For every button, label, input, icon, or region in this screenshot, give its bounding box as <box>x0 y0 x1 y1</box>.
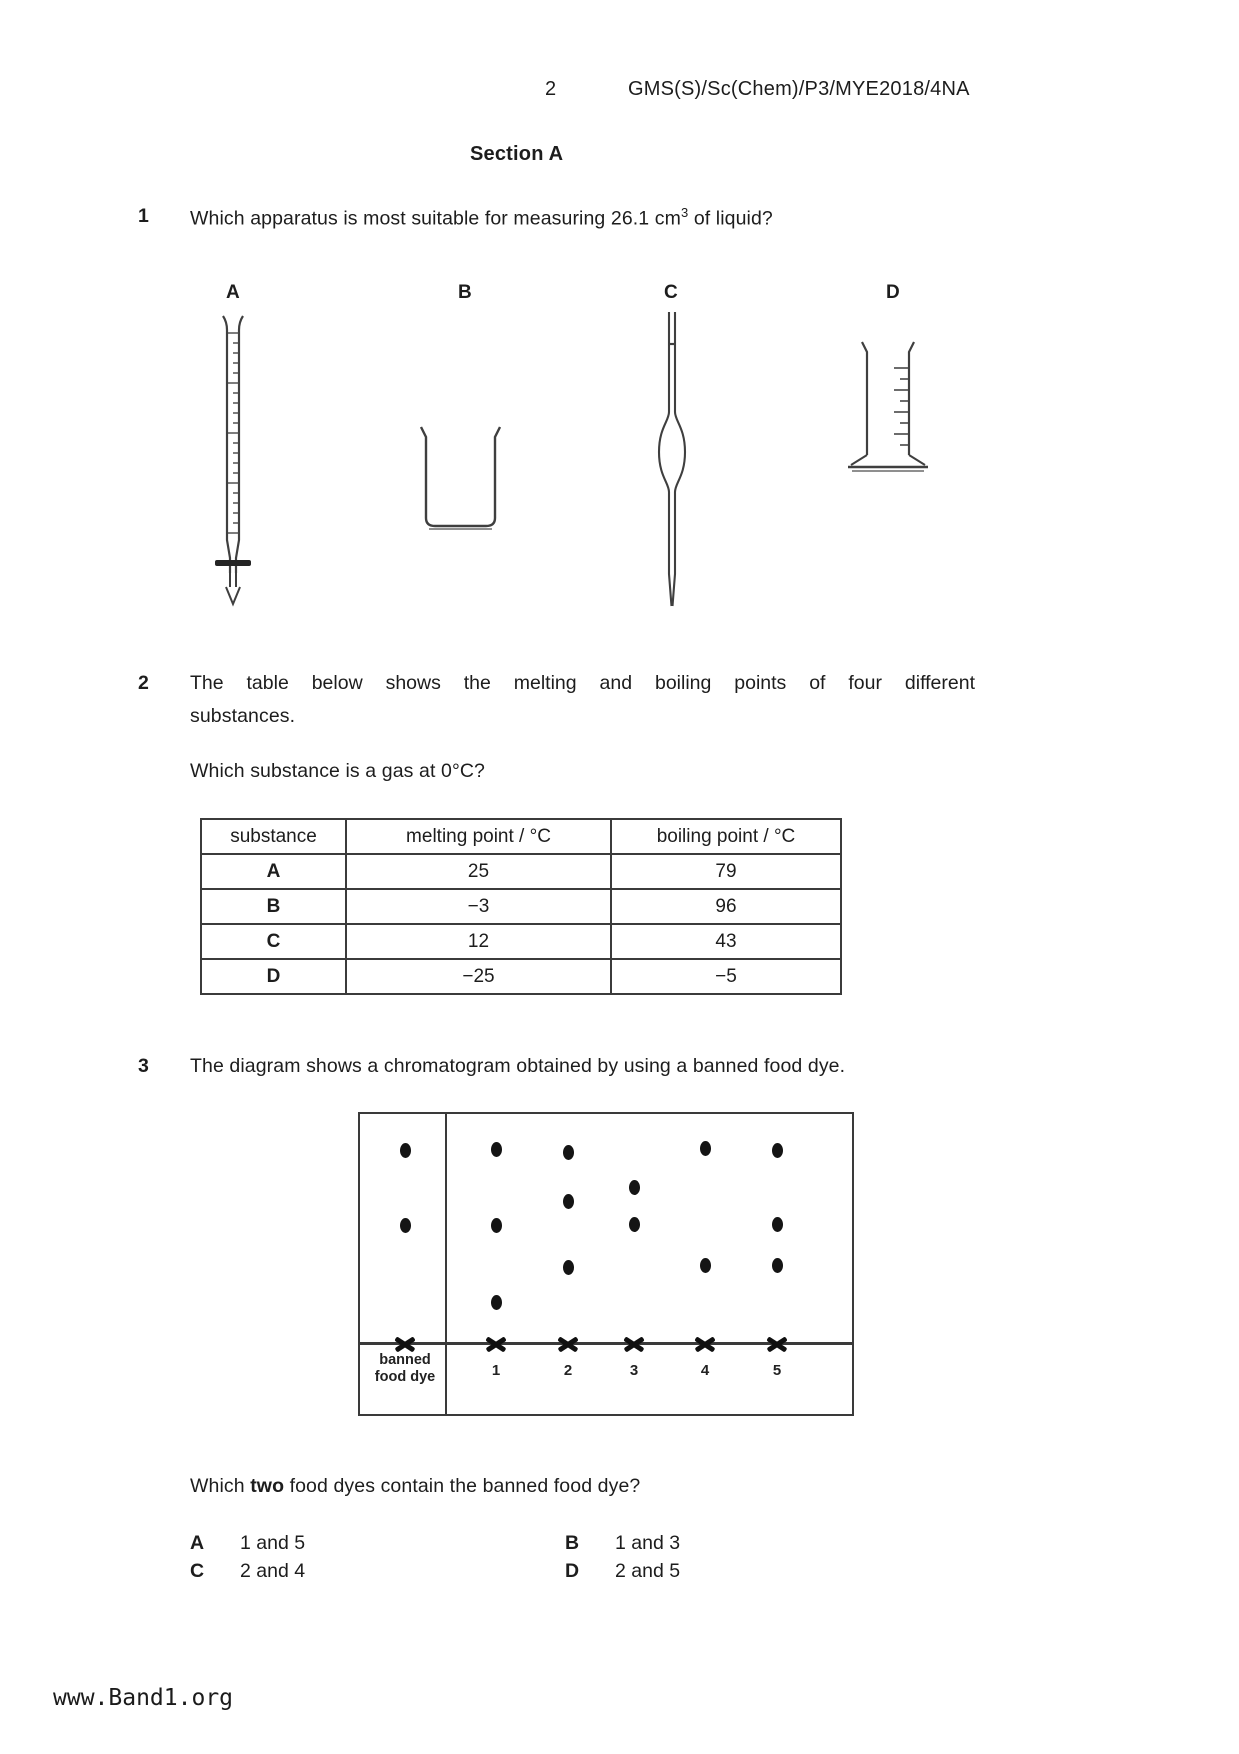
lane-label-line: 2 <box>563 1362 573 1379</box>
lane-label-line: 5 <box>772 1362 782 1379</box>
table-cell-boiling: 96 <box>611 889 841 924</box>
answer-option-d <box>565 1560 680 1583</box>
q2-number: 2 <box>138 672 149 694</box>
table-row <box>201 924 841 959</box>
table-cell-melting: 25 <box>346 854 611 889</box>
baseline-x-mark <box>485 1335 507 1352</box>
lane-label <box>614 1362 654 1379</box>
baseline-x-mark <box>557 1335 579 1352</box>
q3-question-bold: two <box>250 1475 285 1497</box>
table-row <box>201 889 841 924</box>
q1-number: 1 <box>138 205 149 227</box>
chromatogram-spot <box>700 1141 711 1156</box>
pipette-diagram <box>652 312 692 612</box>
chromatogram-spot <box>491 1295 502 1310</box>
table-row <box>201 854 841 889</box>
baseline-x-mark <box>694 1335 716 1352</box>
chromatogram-spot <box>491 1142 502 1157</box>
table-cell-boiling: −5 <box>611 959 841 994</box>
baseline-x-mark <box>766 1335 788 1352</box>
table-cell-substance: C <box>201 924 346 959</box>
option-text: 1 and 3 <box>615 1532 681 1554</box>
table-cell-melting: −25 <box>346 959 611 994</box>
page-number: 2 <box>545 78 557 100</box>
table-cell-boiling: 79 <box>611 854 841 889</box>
q1-text-main: Which apparatus is most suitable for measuring 26.1 cm <box>190 207 681 230</box>
apparatus-label-b: B <box>458 282 472 303</box>
option-letter: B <box>565 1532 580 1554</box>
q3-number: 3 <box>138 1055 149 1077</box>
q1-text <box>190 205 773 231</box>
table-header-cell: melting point / °C <box>346 819 611 854</box>
chromatogram-spot <box>629 1180 640 1195</box>
table-cell-substance: A <box>201 854 346 889</box>
q2-text-line1: The table below shows the melting and boiling points of four different <box>190 672 975 694</box>
option-text: 2 and 4 <box>240 1560 306 1582</box>
paper-code: GMS(S)/Sc(Chem)/P3/MYE2018/4NA <box>628 78 970 100</box>
table-row <box>201 959 841 994</box>
baseline-x-mark <box>394 1335 416 1352</box>
chromatogram-spot <box>491 1218 502 1233</box>
lane-label <box>685 1362 725 1379</box>
lane-label <box>757 1362 797 1379</box>
chromatogram-spot <box>563 1260 574 1275</box>
lane-label-line: banned <box>379 1352 431 1368</box>
measuring-cylinder-diagram <box>838 340 938 485</box>
lane-label <box>476 1362 516 1379</box>
option-letter: A <box>190 1532 205 1554</box>
lane-label-line: food dye <box>374 1369 436 1385</box>
lane-label-line: 3 <box>629 1362 639 1379</box>
table-header-cell: boiling point / °C <box>611 819 841 854</box>
lane-label <box>548 1362 588 1379</box>
beaker-diagram <box>413 425 508 535</box>
chromatogram-spot <box>772 1258 783 1273</box>
burette-stopcock <box>215 560 251 566</box>
lane-label <box>362 1352 448 1386</box>
q1-superscript: 3 <box>680 205 689 220</box>
answer-option-a <box>190 1532 305 1555</box>
apparatus-label-c: C <box>664 282 678 303</box>
q3-question-pre: Which <box>190 1475 251 1497</box>
q3-question-post: food dyes contain the banned food dye? <box>284 1475 641 1497</box>
lane-label-line: 1 <box>491 1362 501 1379</box>
option-letter: C <box>190 1560 205 1582</box>
table-header-cell: substance <box>201 819 346 854</box>
table-cell-substance: D <box>201 959 346 994</box>
apparatus-label-d: D <box>886 282 900 303</box>
melting-boiling-table <box>200 818 842 995</box>
chromatogram-diagram <box>358 1112 854 1416</box>
table-cell-melting: −3 <box>346 889 611 924</box>
q2-question: Which substance is a gas at 0°C? <box>190 760 485 782</box>
section-title: Section A <box>470 143 564 165</box>
chromatogram-spot <box>400 1218 411 1233</box>
chromatogram-spot <box>563 1145 574 1160</box>
burette-diagram <box>203 315 263 607</box>
q1-text-end: of liquid? <box>688 207 773 230</box>
answer-option-b <box>565 1532 680 1555</box>
chromatogram-spot <box>772 1217 783 1232</box>
baseline-x-mark <box>623 1335 645 1352</box>
chromatogram-spot <box>400 1143 411 1158</box>
option-text: 2 and 5 <box>615 1560 681 1582</box>
table-cell-boiling: 43 <box>611 924 841 959</box>
option-text: 1 and 5 <box>240 1532 306 1554</box>
chromatogram-spot <box>772 1143 783 1158</box>
q3-question <box>190 1475 640 1498</box>
table-cell-substance: B <box>201 889 346 924</box>
apparatus-label-a: A <box>226 282 240 303</box>
table-cell-melting: 12 <box>346 924 611 959</box>
q2-text-line2: substances. <box>190 705 296 727</box>
lane-label-line: 4 <box>700 1362 710 1379</box>
q3-text: The diagram shows a chromatogram obtained by using a banned food dye. <box>190 1055 846 1077</box>
chromatogram-spot <box>629 1217 640 1232</box>
q3-options <box>190 1532 890 1592</box>
chromatogram-spot <box>700 1258 711 1273</box>
chromatogram-spot <box>563 1194 574 1209</box>
answer-option-c <box>190 1560 305 1583</box>
option-letter: D <box>565 1560 580 1582</box>
footer-site: www.Band1.org <box>53 1685 234 1711</box>
table-header-row <box>201 819 841 854</box>
